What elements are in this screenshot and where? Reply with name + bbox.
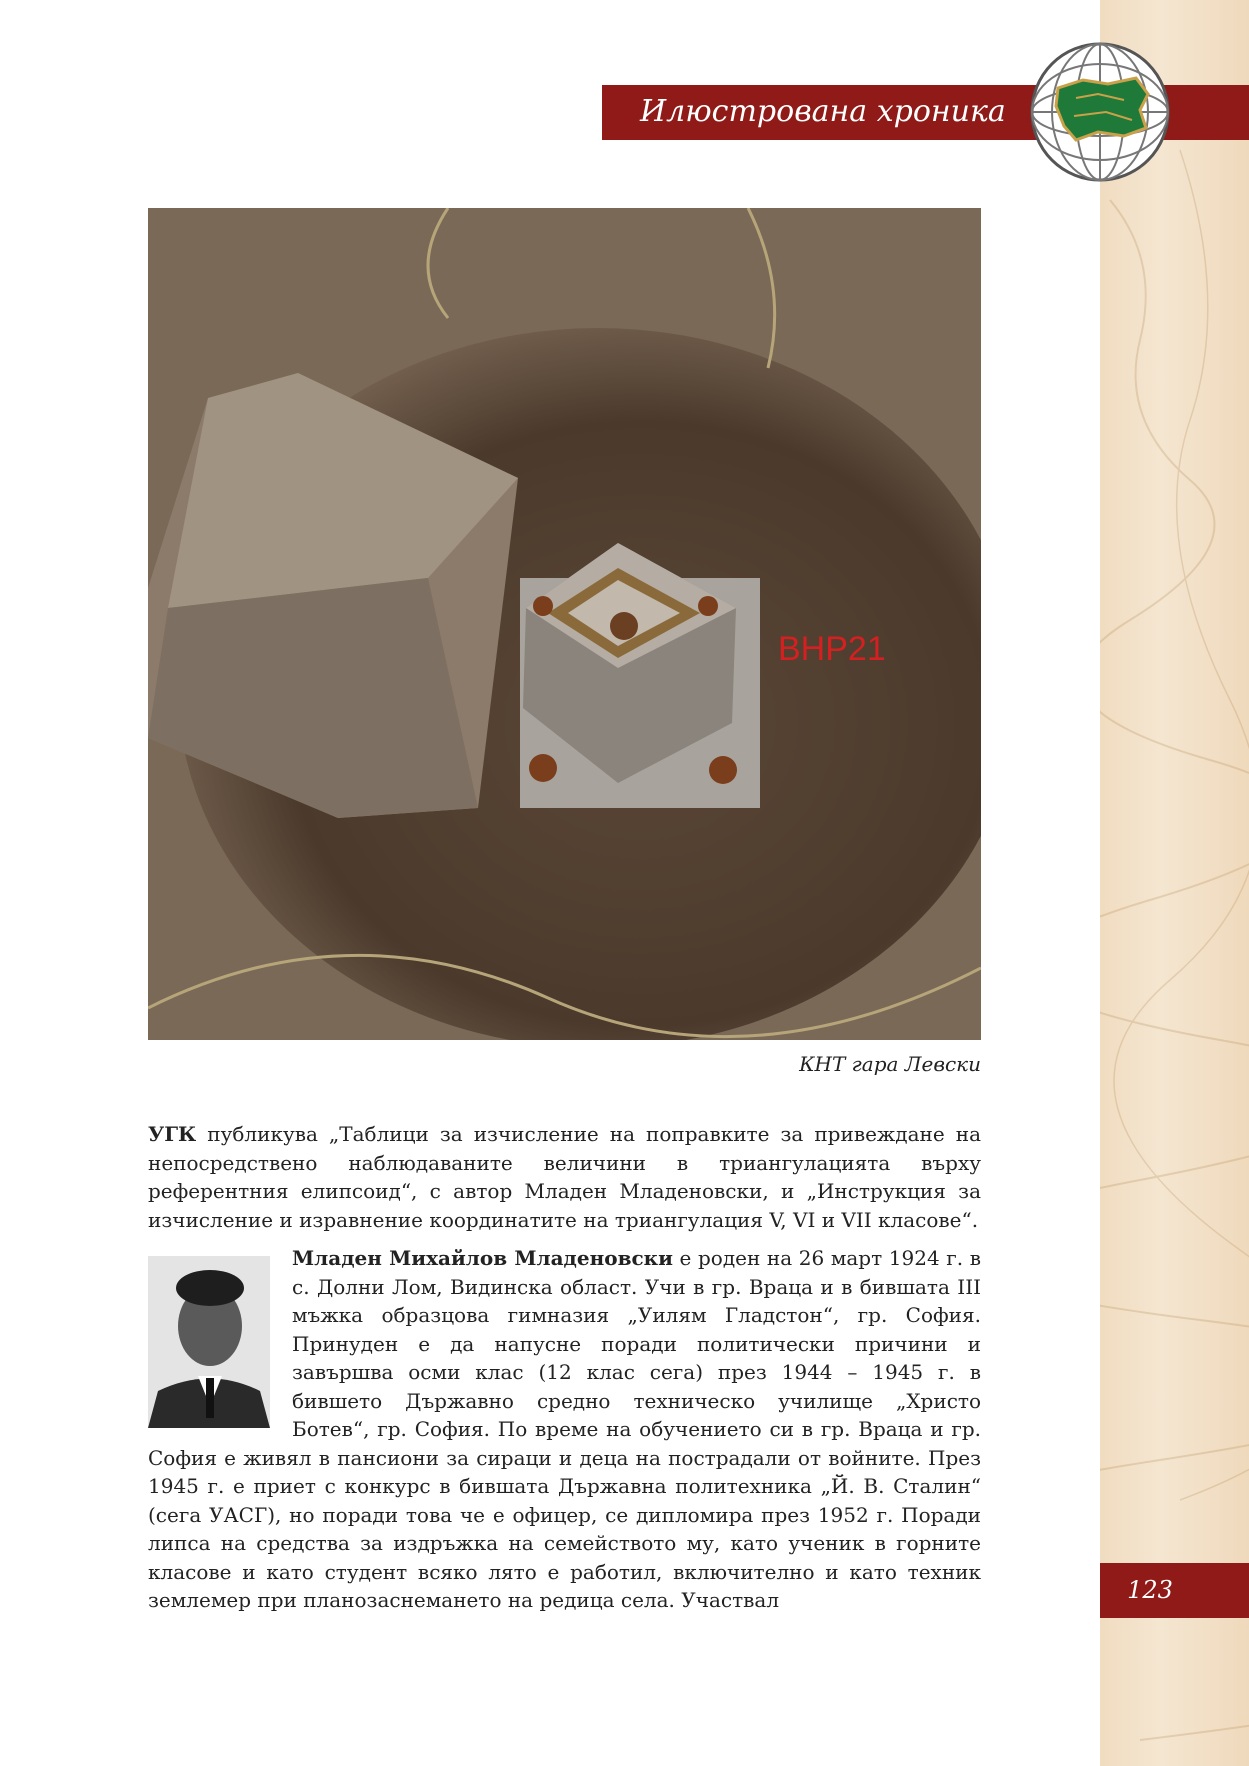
bold-lead: Младен Михайлов Младеновски	[292, 1246, 673, 1270]
globe-logo-icon	[1028, 40, 1172, 184]
paragraph-text: е роден на 26 март 1924 г. в с. Долни Лом, Видинска област. Учи в гр. Враца и в бившата III мъжка образцова гимназия „Уилям Гладстон“, гр. София. Принуден е да напусне поради политически причини и завършва осми клас (12 клас сега) през 1944 – 1945 г. в бившето Държавно средно техническо училище „Христо Ботев“, гр. София. По време на обучението си в гр. Враца и гр. София е живял в пансиони за сираци и деца на пострадали от войните. През 1945 г. е приет с конкурс в бившата Държавна политехника „Й. В. Сталин“ (сега УАСГ), но поради това че е офицер, се дипломира през 1952 г. Поради липса на средства за издръжка на семейството му, като ученик в горните класове и като студент всяко лято е работил, включително и като техник землемер при планозаснемането на редица села. Участвал	[148, 1246, 981, 1612]
page-number: 123	[1127, 1576, 1173, 1604]
paragraph-text: публикува „Таблици за изчисление на поправките за привеждане на непосредствено наблюдаваните величини в триангулацията върху референтния елипсоид“, с автор Младен Младеновски, и „Инструкция за изчисление и изравнение координатите на триангулация V, VI и VII класове“.	[148, 1122, 981, 1232]
survey-marker-photo	[148, 208, 981, 1040]
bold-lead: УГК	[148, 1122, 197, 1146]
paragraph-publications	[148, 1120, 981, 1234]
paragraph-biography	[148, 1244, 981, 1615]
photo-label: BHP21	[778, 630, 886, 668]
photo-caption: КНТ гара Левски	[799, 1052, 981, 1076]
map-pattern-icon	[1100, 0, 1249, 1766]
decorative-sidebar	[1100, 0, 1249, 1766]
page-title: Илюстрована хроника	[640, 94, 1006, 129]
